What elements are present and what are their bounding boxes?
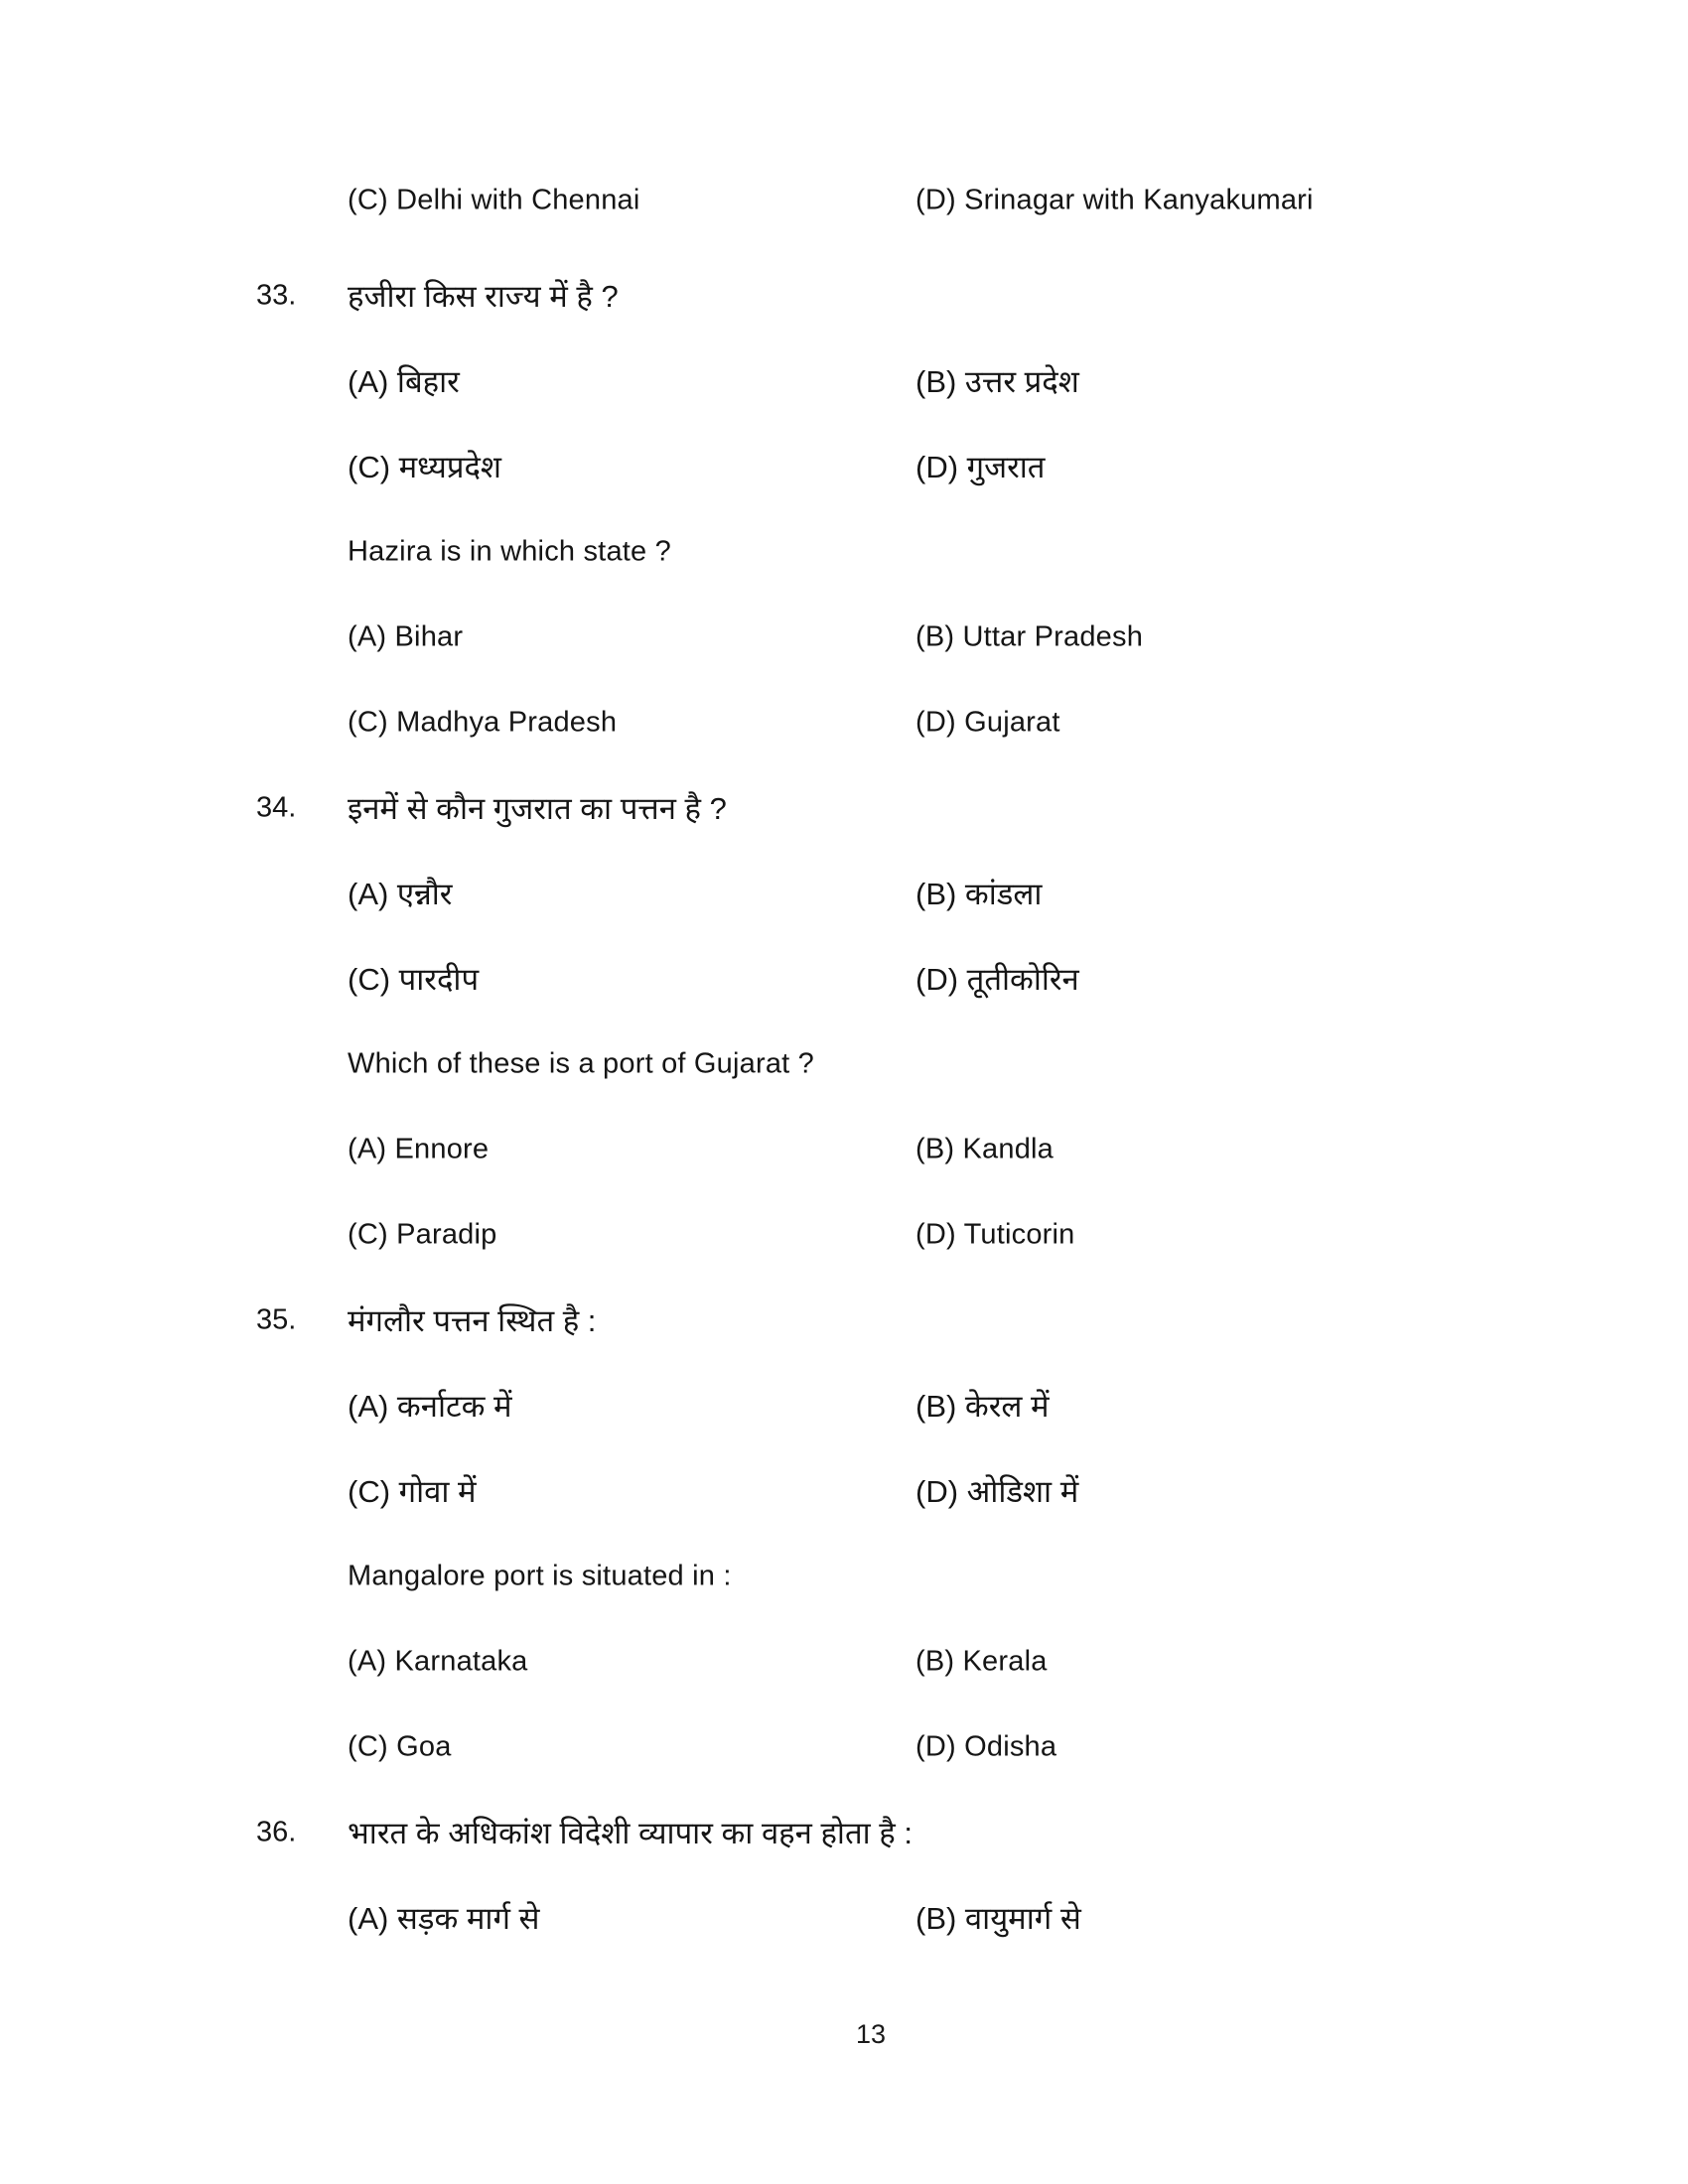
option-34-a-english: (A) Ennore <box>348 1133 490 1165</box>
option-33-d-english: (D) Gujarat <box>915 706 1060 739</box>
question-33-hindi-row <box>0 253 1688 339</box>
question-36-hindi-options-ab <box>0 1875 1688 1961</box>
option-33-c-english: (C) Madhya Pradesh <box>348 706 618 739</box>
question-36-hindi-text: भारत के अधिकांश विदेशी व्यापार का वहन होता है : <box>348 1816 913 1850</box>
question-35-hindi-options-cd <box>0 1448 1688 1534</box>
question-34-english-options-cd <box>0 1192 1688 1278</box>
option-35-c-hindi: (C) गोवा में <box>348 1474 477 1509</box>
carryover-option-c: (C) Delhi with Chennai <box>348 184 640 216</box>
question-33-english-options-ab <box>0 595 1688 680</box>
option-35-d-hindi: (D) ओडिशा में <box>915 1474 1079 1509</box>
option-35-a-english: (A) Karnataka <box>348 1645 528 1678</box>
question-35-english-row <box>0 1534 1688 1619</box>
question-33-english-row <box>0 509 1688 595</box>
page-number: 13 <box>856 2019 887 2049</box>
option-33-a-hindi: (A) बिहार <box>348 364 460 399</box>
option-33-b-english: (B) Uttar Pradesh <box>915 620 1144 653</box>
question-33-english-text: Hazira is in which state ? <box>348 535 671 568</box>
option-36-b-hindi: (B) वायुमार्ग से <box>915 1901 1081 1936</box>
option-36-a-hindi: (A) सड़क मार्ग से <box>348 1901 540 1936</box>
option-35-c-english: (C) Goa <box>348 1730 452 1763</box>
question-34-english-text: Which of these is a port of Gujarat ? <box>348 1047 815 1080</box>
option-35-b-hindi: (B) केरल में <box>915 1389 1050 1424</box>
carryover-option-d: (D) Srinagar with Kanyakumari <box>915 184 1314 216</box>
question-33-hindi-text: हजीरा किस राज्य में है ? <box>348 279 619 314</box>
carryover-options-row <box>0 158 1688 243</box>
option-35-b-english: (B) Kerala <box>915 1645 1048 1678</box>
question-35-hindi-row <box>0 1278 1688 1363</box>
option-34-d-english: (D) Tuticorin <box>915 1218 1075 1251</box>
question-35-english-options-cd <box>0 1705 1688 1790</box>
question-34-english-options-ab <box>0 1107 1688 1192</box>
question-36-hindi-row <box>0 1790 1688 1875</box>
option-34-c-english: (C) Paradip <box>348 1218 497 1251</box>
option-33-b-hindi: (B) उत्तर प्रदेश <box>915 364 1079 399</box>
option-33-a-english: (A) Bihar <box>348 620 464 653</box>
question-33-hindi-options-ab <box>0 339 1688 424</box>
option-33-d-hindi: (D) गुजरात <box>915 450 1046 484</box>
question-34-hindi-options-cd <box>0 936 1688 1022</box>
question-34-hindi-row <box>0 765 1688 851</box>
option-34-a-hindi: (A) एन्नौर <box>348 877 453 911</box>
question-36-number: 36. <box>256 1816 297 1848</box>
question-35-number: 35. <box>256 1303 297 1336</box>
option-34-c-hindi: (C) पारदीप <box>348 962 480 997</box>
option-34-d-hindi: (D) तूतीकोरिन <box>915 962 1079 997</box>
question-34-hindi-text: इनमें से कौन गुजरात का पत्तन है ? <box>348 791 727 826</box>
question-34-number: 34. <box>256 791 297 824</box>
option-35-d-english: (D) Odisha <box>915 1730 1057 1763</box>
question-35-english-options-ab <box>0 1619 1688 1705</box>
option-33-c-hindi: (C) मध्यप्रदेश <box>348 450 502 484</box>
question-33-hindi-options-cd <box>0 424 1688 509</box>
option-34-b-hindi: (B) कांडला <box>915 877 1043 911</box>
option-34-b-english: (B) Kandla <box>915 1133 1055 1165</box>
question-33-english-options-cd <box>0 680 1688 765</box>
question-34-hindi-options-ab <box>0 851 1688 936</box>
option-35-a-hindi: (A) कर्नाटक में <box>348 1389 512 1424</box>
question-34-english-row <box>0 1022 1688 1107</box>
question-33-number: 33. <box>256 279 297 312</box>
question-35-english-text: Mangalore port is situated in : <box>348 1560 732 1592</box>
question-35-hindi-options-ab <box>0 1363 1688 1448</box>
question-35-hindi-text: मंगलौर पत्तन स्थित है : <box>348 1303 597 1338</box>
